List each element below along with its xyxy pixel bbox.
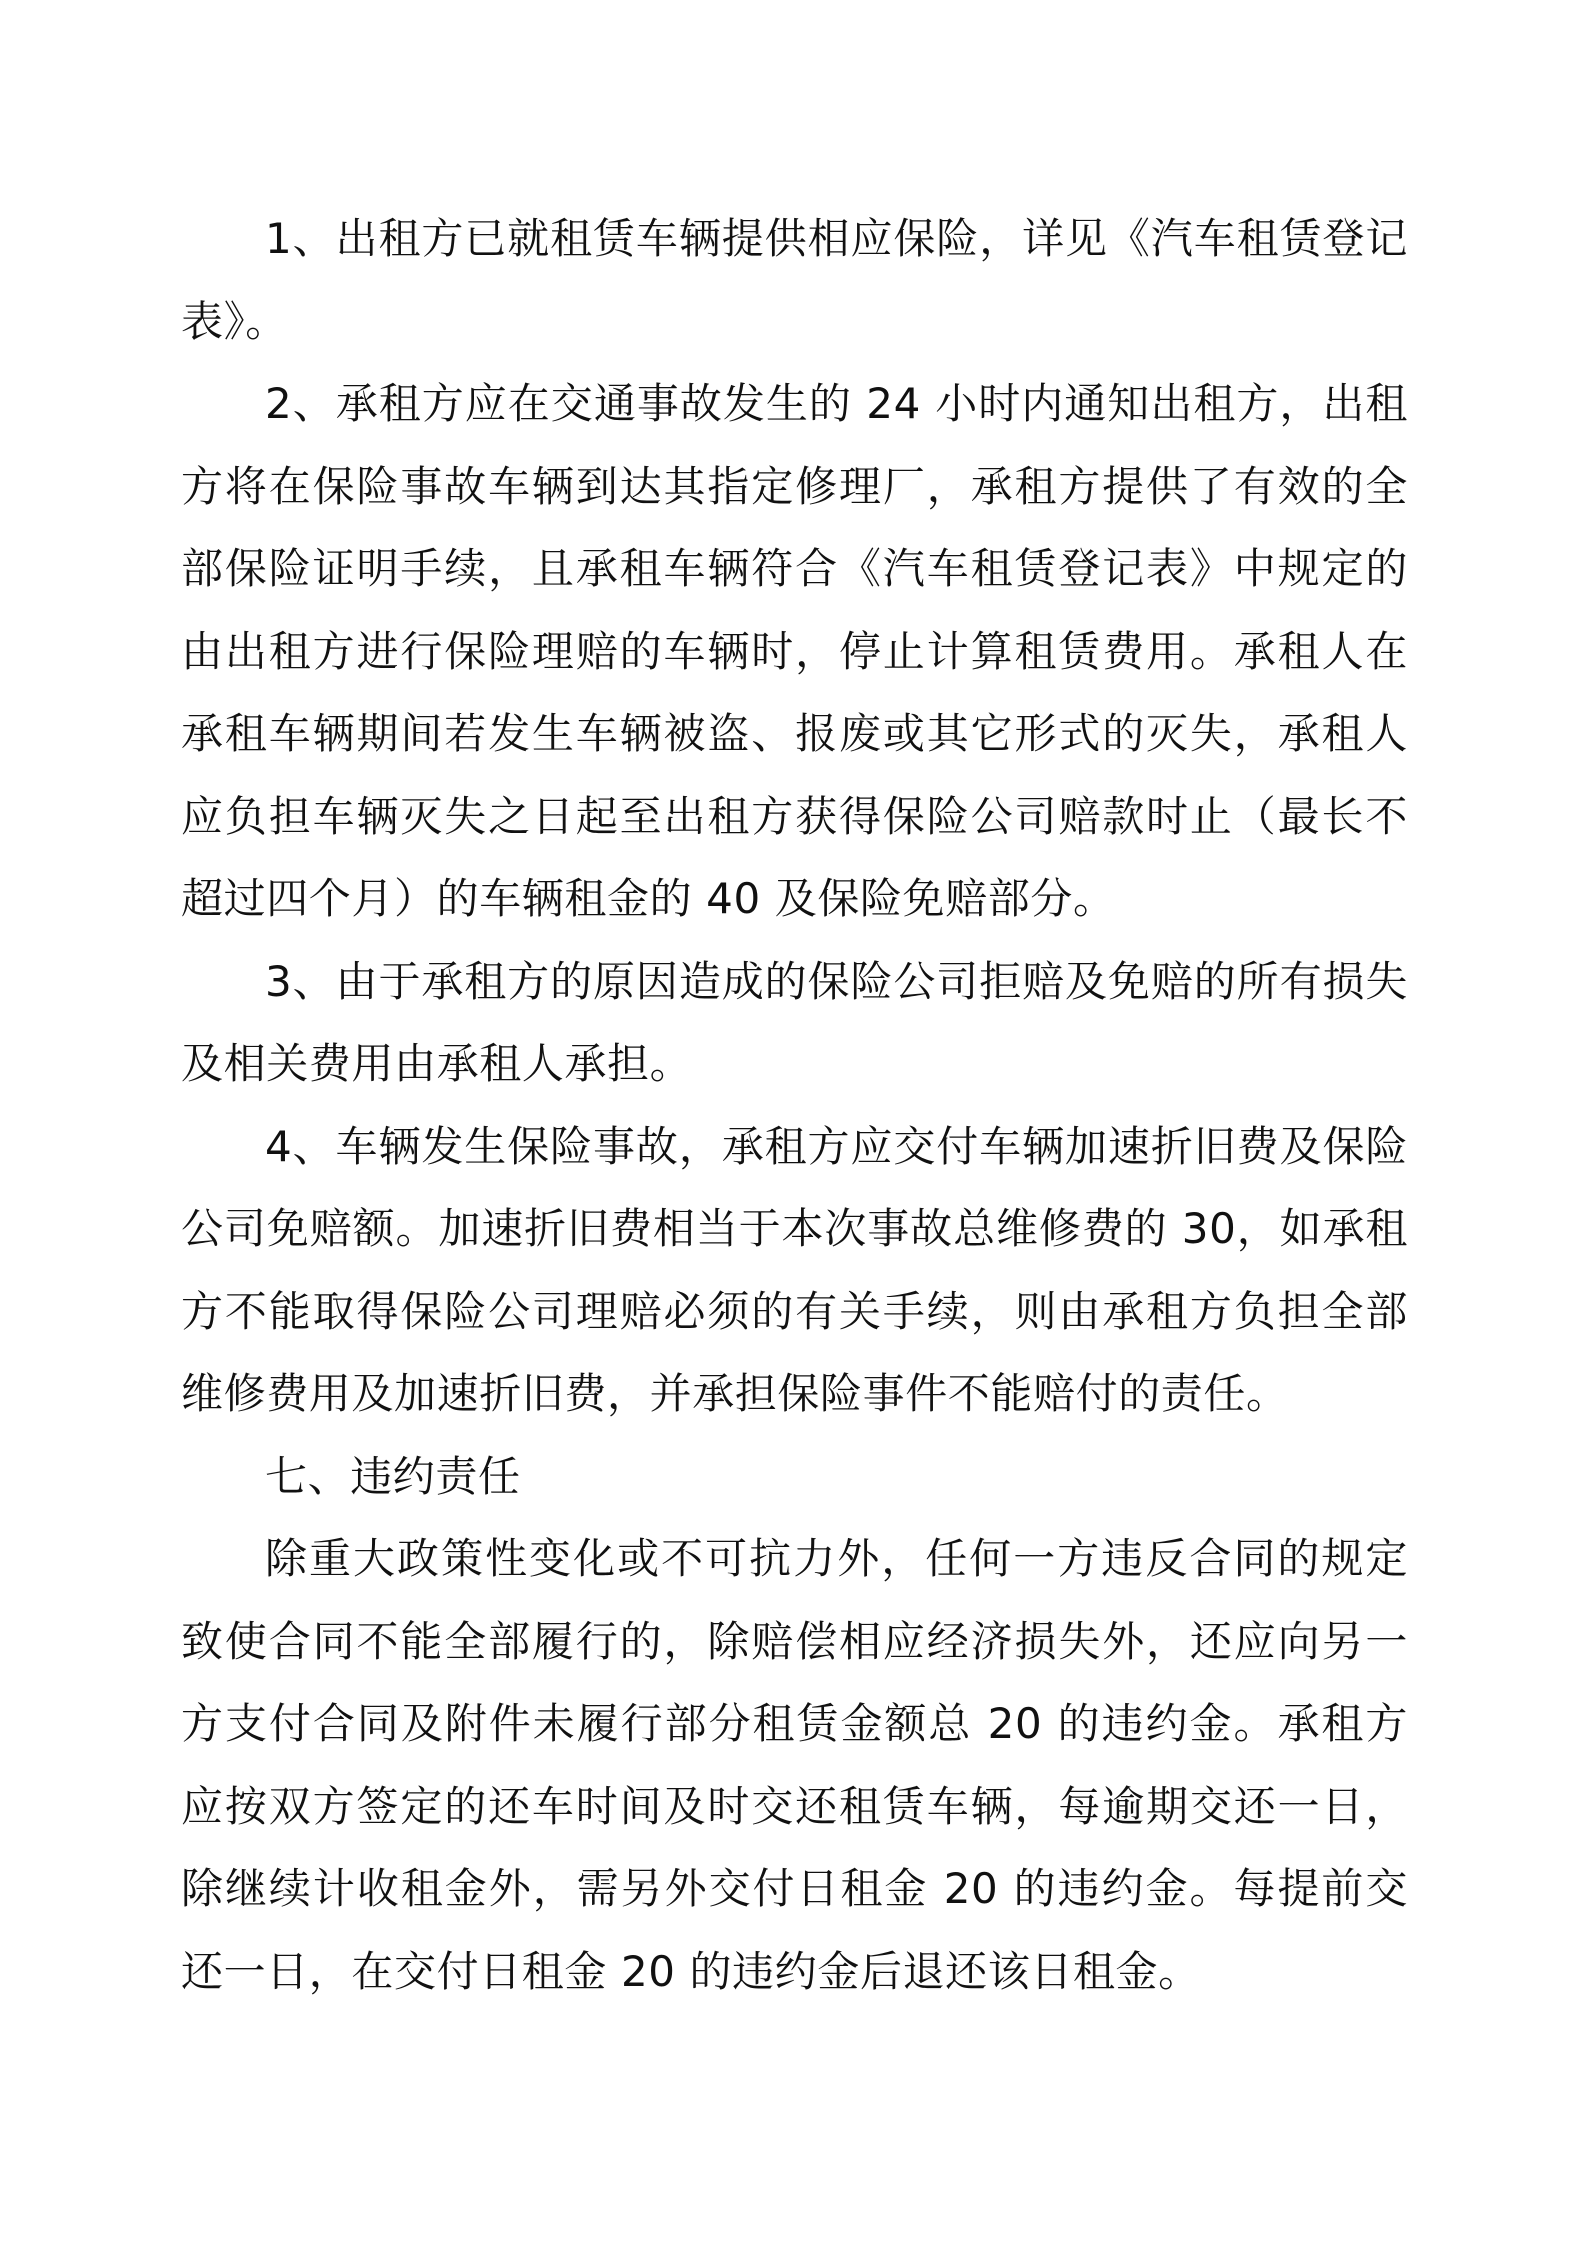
clause-3-paragraph: 3、由于承租方的原因造成的保险公司拒赔及免赔的所有损失及相关费用由承租人承担。: [181, 956, 1408, 1088]
breach-liability-paragraph: 除重大政策性变化或不可抗力外，任何一方违反合同的规定致使合同不能全部履行的，除赔偿相应经济损失外，还应向另一方支付合同及附件未履行部分租赁金额总 20 的违约金。承租方应按双方签定的还车时间及时交还租赁车辆，每逾期交还一日，除继续计收租金外，需另外交付日租金 20 的违约金。每提前交还一日，在交付日租金 20 的违约金后退还该日租金。: [181, 1534, 1408, 1996]
clause-2-paragraph: 2、承租方应在交通事故发生的 24 小时内通知出租方，出租方将在保险事故车辆到达其指定修理厂，承租方提供了有效的全部保险证明手续，且承租车辆符合《汽车租赁登记表》中规定的由出租方进行保险理赔的车辆时，停止计算租赁费用。承租人在承租车辆期间若发生车辆被盗、报废或其它形式的灭失，承租人应负担车辆灭失之日起至出租方获得保险公司赔款时止（最长不超过四个月）的车辆租金的 40 及保险免赔部分。: [181, 379, 1408, 923]
clause-1-paragraph: 1、出租方已就租赁车辆提供相应保险，详见《汽车租赁登记表》。: [181, 214, 1408, 346]
section-heading-breach-liability: 七、违约责任: [265, 1451, 521, 1501]
clause-4-paragraph: 4、车辆发生保险事故，承租方应交付车辆加速折旧费及保险公司免赔额。加速折旧费相当于本次事故总维修费的 30，如承租方不能取得保险公司理赔必须的有关手续，则由承租方负担全部维修费用及加速折旧费，并承担保险事件不能赔付的责任。: [181, 1121, 1408, 1418]
